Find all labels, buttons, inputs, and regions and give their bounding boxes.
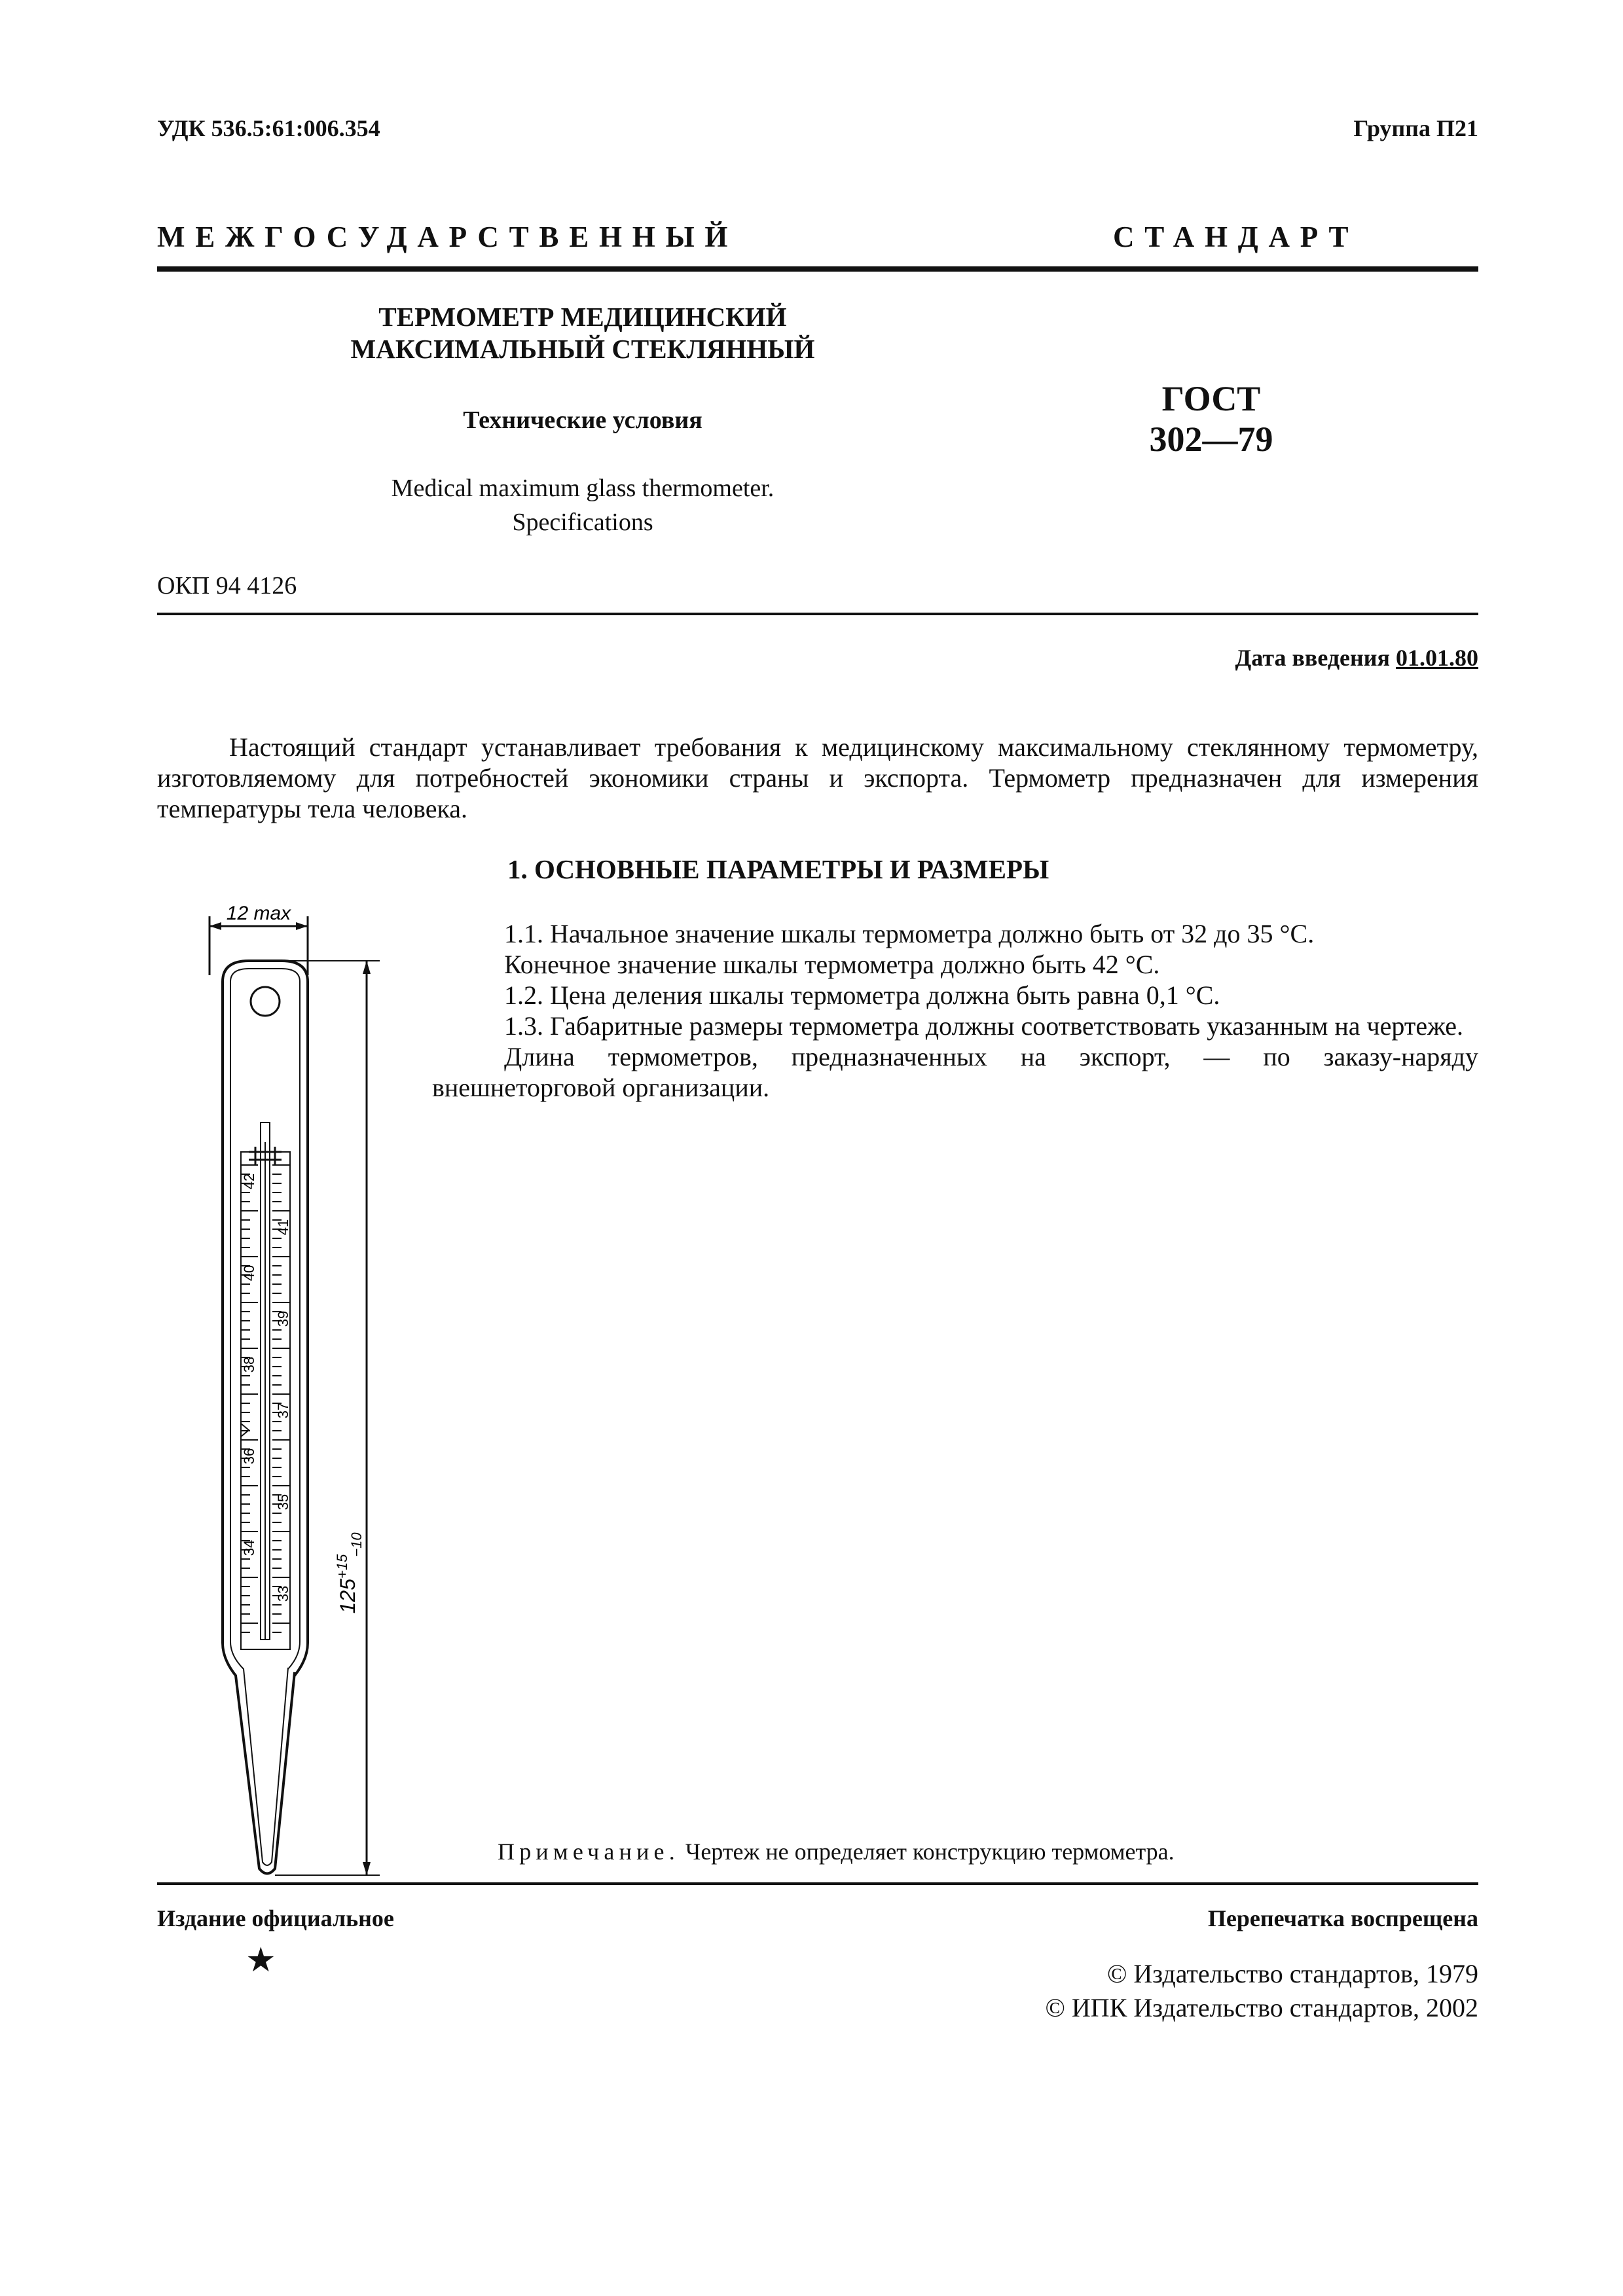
scale-label-39: 39 xyxy=(275,1310,291,1327)
scale-label-41: 41 xyxy=(275,1219,291,1236)
date-label: Дата введения xyxy=(1235,645,1390,671)
gost-code: 302—79 xyxy=(1149,420,1273,459)
thermometer-drawing xyxy=(183,890,406,1885)
okp-code: ОКП 94 4126 xyxy=(157,572,297,600)
introduction-date xyxy=(1235,644,1479,672)
clause-1-1: 1.1. Начальное значение шкалы термометра должно быть от 32 до 35 °С. xyxy=(504,919,1315,948)
banner-standard: СТАНДАРТ xyxy=(1113,221,1359,253)
footer-rule xyxy=(157,1882,1478,1885)
hanging-eye xyxy=(251,987,280,1016)
copyright-2002: © ИПК Издательство стандартов, 2002 xyxy=(1045,1993,1478,2022)
copyright-1979: © Издательство стандартов, 1979 xyxy=(1106,1959,1478,1988)
scale-label-37: 37 xyxy=(275,1402,291,1419)
length-tolerance-upper: +15 xyxy=(334,1554,350,1579)
length-value: 125 xyxy=(336,1578,359,1614)
scale-label-35: 35 xyxy=(275,1494,291,1511)
group-code: Группа П21 xyxy=(1353,115,1478,141)
gost-number xyxy=(1113,378,1309,459)
banner-interstate: МЕЖГОСУДАРСТВЕННЫЙ xyxy=(157,221,739,253)
banner-rule xyxy=(157,266,1478,272)
scale-label-40: 40 xyxy=(241,1265,257,1282)
length-dimension-label xyxy=(334,1554,359,1613)
title-line-2: МАКСИМАЛЬНЫЙ СТЕКЛЯННЫЙ xyxy=(350,334,815,364)
clause-1-1-continued: Конечное значение шкалы термометра должно быть 42 °С. xyxy=(504,950,1160,979)
copyright-block xyxy=(1046,1957,1478,2025)
width-dimension-label: 12 max xyxy=(226,903,291,924)
section-1-body xyxy=(432,918,1478,1103)
scale-label-36: 36 xyxy=(241,1448,257,1465)
scale-label-34: 34 xyxy=(241,1539,257,1556)
title-rule xyxy=(157,613,1478,615)
udk-code: УДК 536.5:61:006.354 xyxy=(157,115,380,141)
english-title-line-2: Specifications xyxy=(512,509,653,536)
scale-label-42: 42 xyxy=(241,1173,257,1190)
clause-1-3: 1.3. Габаритные размеры термометра должны соответствовать указанным на чертеже. xyxy=(504,1011,1463,1041)
document-title xyxy=(255,301,910,365)
english-title xyxy=(288,471,877,539)
star-icon: ★ xyxy=(246,1942,276,1979)
note-label: Примечание. xyxy=(498,1839,680,1865)
drawing-note xyxy=(498,1838,1175,1865)
intro-paragraph: Настоящий стандарт устанавливает требования к медицинскому максимальному стеклянному термометру, изготовляемому для потребностей экономики страны и экспорта. Термометр предназначен для измерения температуры тела человека. xyxy=(157,732,1478,823)
gost-label: ГОСТ xyxy=(1161,379,1261,418)
date-value: 01.01.80 xyxy=(1396,645,1478,671)
length-tolerance-lower: −10 xyxy=(348,1532,365,1557)
clause-export-length: Длина термометров, предназначенных на экспорт, — по заказу-наряду внешнеторговой организации. xyxy=(432,1042,1478,1102)
official-edition: Издание официальное xyxy=(157,1905,394,1931)
scale-label-33: 33 xyxy=(275,1585,291,1602)
scale-label-38: 38 xyxy=(241,1356,257,1373)
title-line-1: ТЕРМОМЕТР МЕДИЦИНСКИЙ xyxy=(378,302,787,332)
note-text: Чертеж не определяет конструкцию термометра. xyxy=(685,1839,1175,1865)
english-title-line-1: Medical maximum glass thermometer. xyxy=(391,475,775,502)
subtitle: Технические условия xyxy=(463,406,702,434)
reprint-prohibited: Перепечатка воспрещена xyxy=(1207,1905,1478,1931)
clause-1-2: 1.2. Цена деления шкалы термометра должна быть равна 0,1 °С. xyxy=(504,980,1220,1010)
section-1-heading: 1. ОСНОВНЫЕ ПАРАМЕТРЫ И РАЗМЕРЫ xyxy=(507,854,1049,884)
